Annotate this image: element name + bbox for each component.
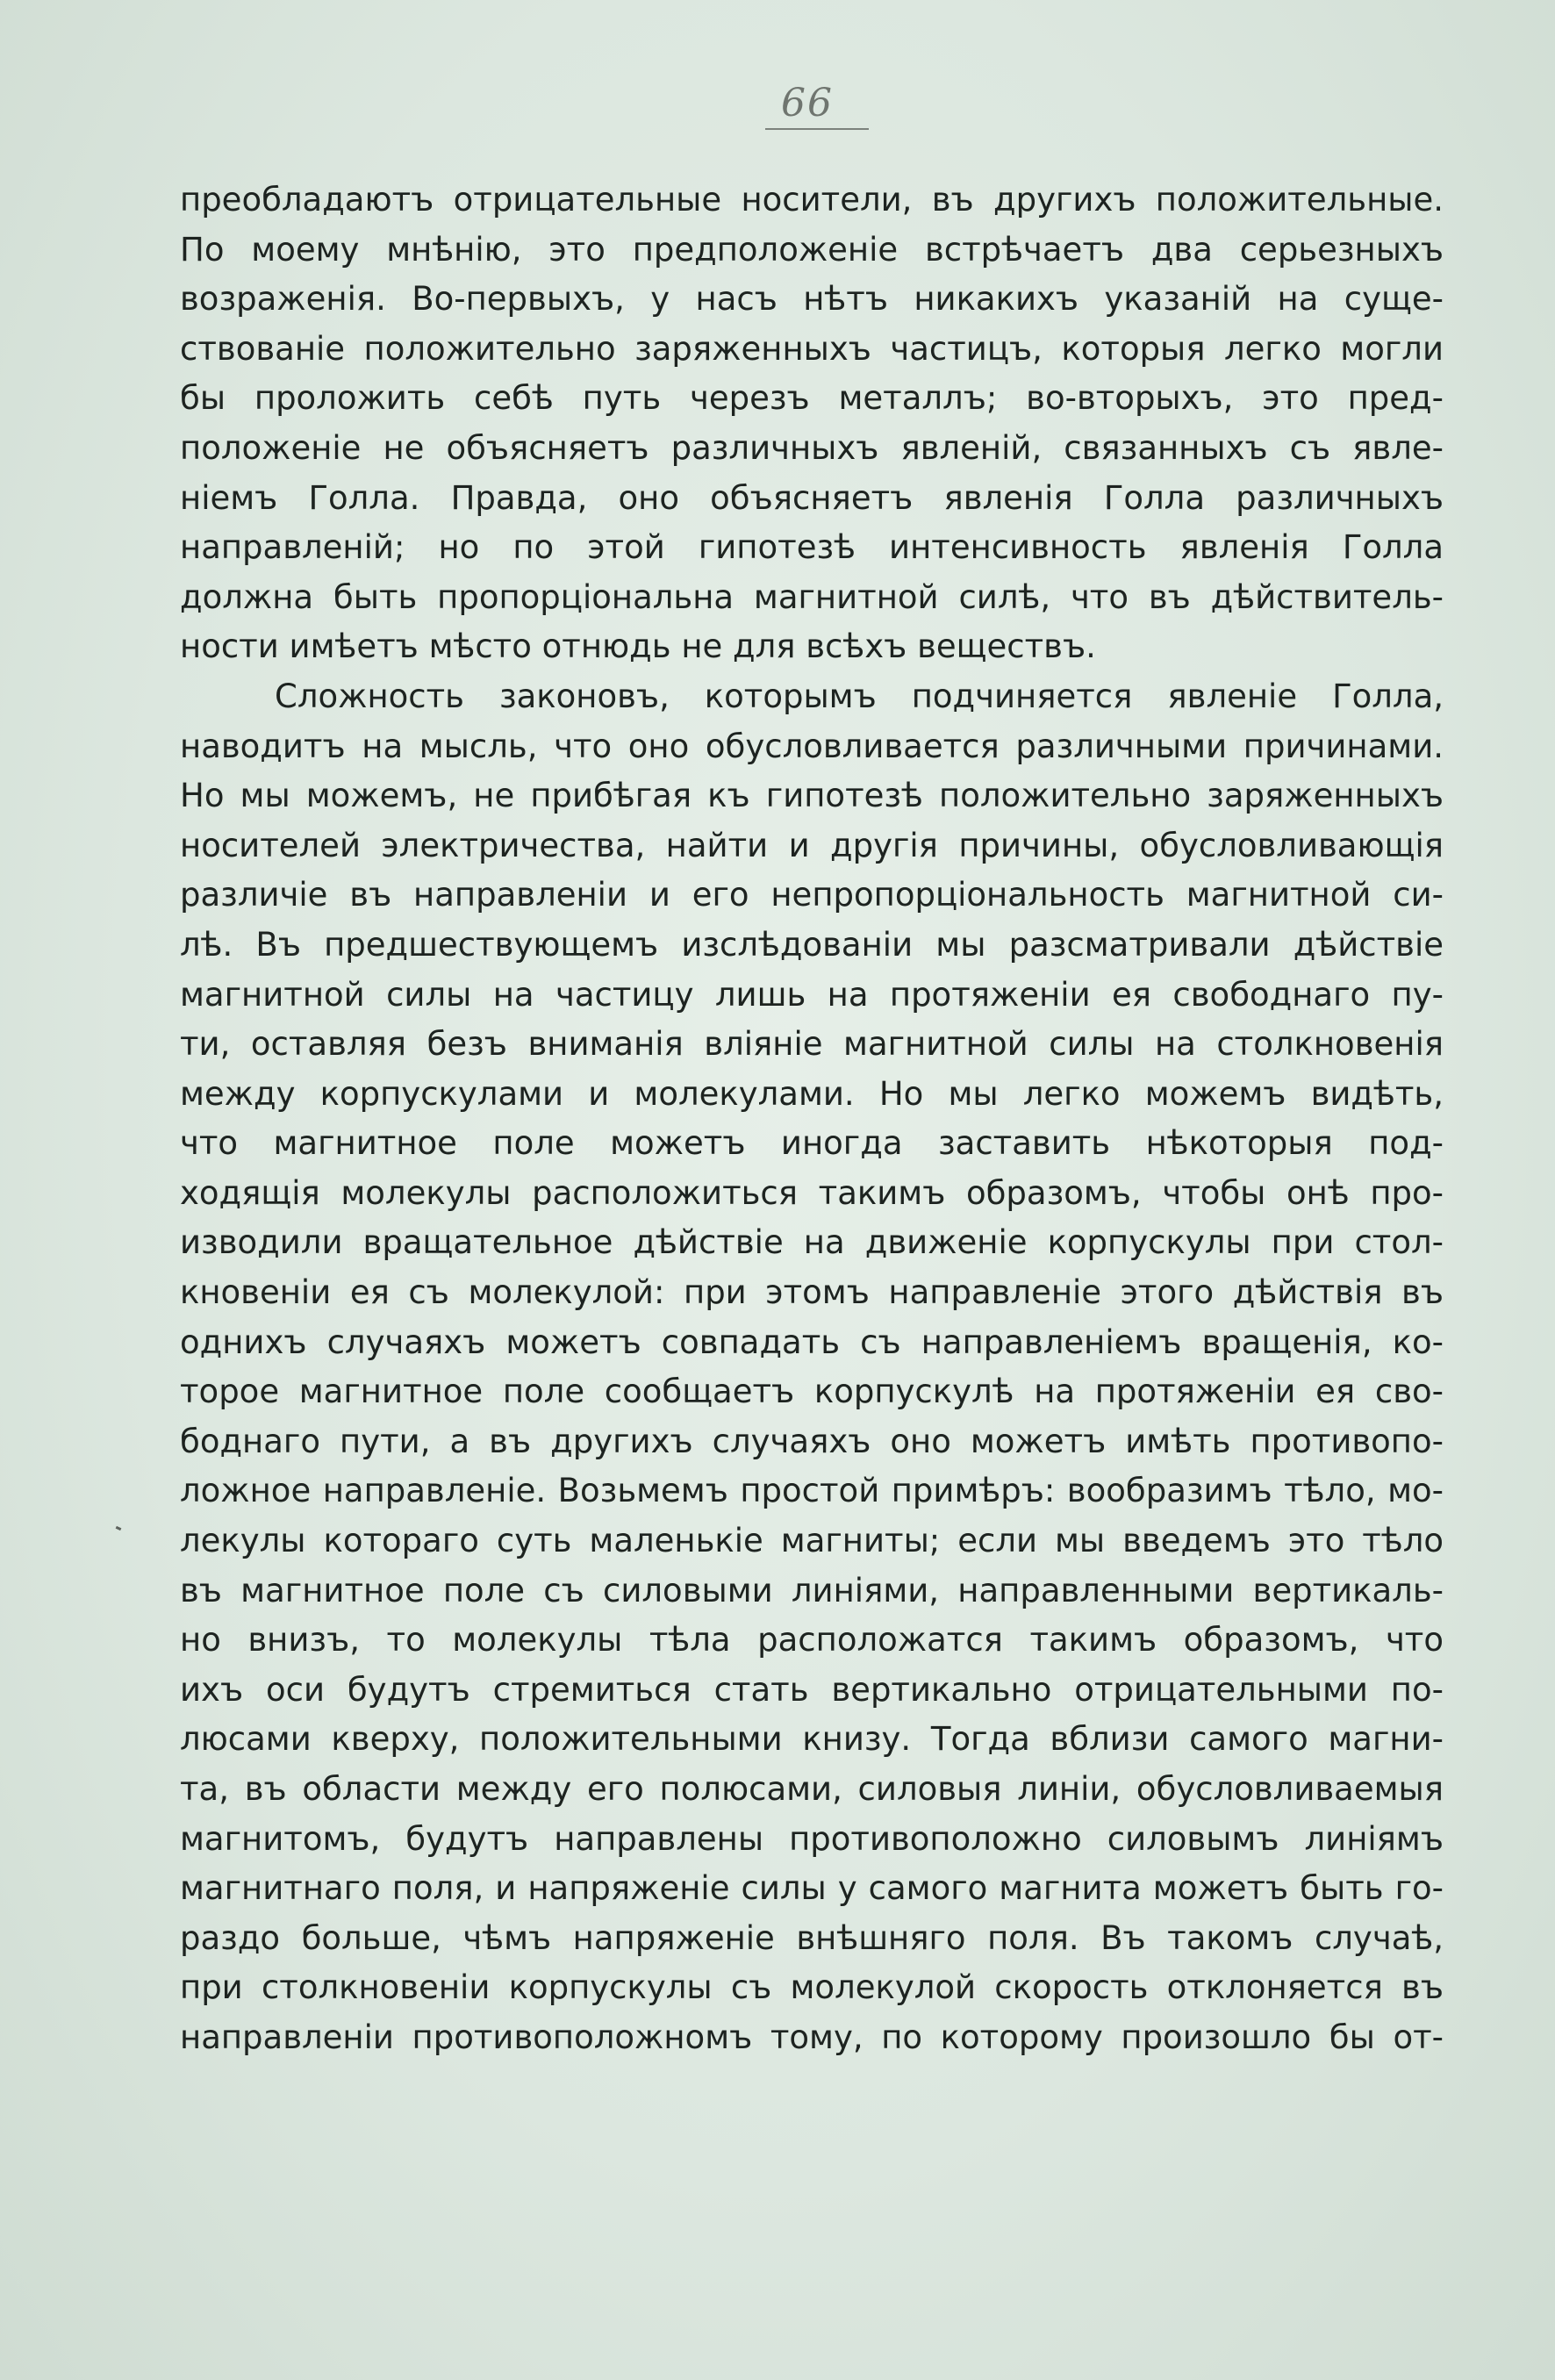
text-line: лѣ. Въ предшествующемъ изслѣдованіи мы разсматривали дѣйствіе (180, 925, 1444, 964)
text-line: люсами кверху, положительными книзу. Тогда вблизи самого магни- (180, 1720, 1444, 1759)
text-line: По моему мнѣнію, это предположеніе встрѣчаетъ два серьезныхъ (180, 230, 1444, 269)
text-line: изводили вращательное дѣйствіе на движеніе корпускулы при стол- (180, 1223, 1444, 1262)
text-line: преобладаютъ отрицательные носители, въ другихъ положительные. (180, 181, 1444, 219)
text-line: но внизъ, то молекулы тѣла расположатся такимъ образомъ, что (180, 1621, 1444, 1660)
text-line: Сложность законовъ, которымъ подчиняется явленіе Голла, (275, 677, 1444, 715)
text-line: наводитъ на мысль, что оно обусловливается различными причинами. (180, 727, 1444, 765)
text-line: въ магнитное поле съ силовыми линіями, направленными вертикаль- (180, 1571, 1444, 1609)
text-line: положеніе не объясняетъ различныхъ явленій, связанныхъ съ явле- (180, 428, 1444, 467)
page-number-rule (765, 128, 869, 130)
text-line: магнитомъ, будутъ направлены противоположно силовымъ линіямъ (180, 1819, 1444, 1858)
text-line: направленій; но по этой гипотезѣ интенсивность явленія Голла (180, 528, 1444, 567)
text-line: что магнитное поле можетъ иногда заставить нѣкоторыя под- (180, 1124, 1444, 1163)
text-line: ніемъ Голла. Правда, оно объясняетъ явленія Голла различныхъ (180, 478, 1444, 517)
text-line: магнитнаго поля, и напряженіе силы у самого магнита можетъ быть го- (180, 1869, 1444, 1908)
margin-mark (116, 1526, 122, 1531)
text-line: ствованіе положительно заряженныхъ частицъ, которыя легко могли (180, 329, 1444, 368)
paragraph-1 (180, 176, 1444, 672)
text-line: кновеніи ея съ молекулой: при этомъ направленіе этого дѣйствія въ (180, 1273, 1444, 1312)
text-line: Но мы можемъ, не прибѣгая къ гипотезѣ положительно заряженныхъ (180, 777, 1444, 815)
text-line: ходящія молекулы расположиться такимъ образомъ, чтобы онѣ про- (180, 1173, 1444, 1212)
text-line: торое магнитное поле сообщаетъ корпускулѣ на протяженіи ея сво- (180, 1373, 1444, 1411)
text-line: ности имѣетъ мѣсто отнюдь не для всѣхъ веществъ. (180, 627, 1096, 666)
text-line: при столкновеніи корпускулы съ молекулой скорость отклоняется въ (180, 1968, 1444, 2007)
text-line: различіе въ направленіи и его непропорціональность магнитной си- (180, 876, 1444, 914)
text-line: носителей электричества, найти и другія причины, обусловливающія (180, 826, 1444, 864)
text-line: ложное направленіе. Возьмемъ простой примѣръ: вообразимъ тѣло, мо- (180, 1472, 1444, 1510)
text-line: должна быть пропорціональна магнитной силѣ, что въ дѣйствитель- (180, 577, 1444, 616)
text-line: боднаго пути, а въ другихъ случаяхъ оно можетъ имѣть противопо- (180, 1422, 1444, 1460)
text-line: ти, оставляя безъ вниманія вліяніе магнитной силы на столкновенія (180, 1025, 1444, 1064)
text-line: та, въ области между его полюсами, силовыя линіи, обусловливаемыя (180, 1770, 1444, 1808)
text-line: ихъ оси будутъ стремиться стать вертикально отрицательными по- (180, 1670, 1444, 1709)
paragraph-2 (180, 672, 1444, 2063)
text-line: лекулы котораго суть маленькіе магниты; если мы введемъ это тѣло (180, 1522, 1444, 1560)
text-line: возраженія. Во-первыхъ, у насъ нѣтъ никакихъ указаній на суще- (180, 280, 1444, 319)
text-line: однихъ случаяхъ можетъ совпадать съ направленіемъ вращенія, ко- (180, 1323, 1444, 1361)
text-line: направленіи противоположномъ тому, по которому произошло бы от- (180, 2018, 1444, 2056)
text-line: магнитной силы на частицу лишь на протяженіи ея свободнаго пу- (180, 975, 1444, 1014)
text-line: раздо больше, чѣмъ напряженіе внѣшняго поля. Въ такомъ случаѣ, (180, 1918, 1444, 1957)
text-line: между корпускулами и молекулами. Но мы легко можемъ видѣть, (180, 1074, 1444, 1113)
page-number: 66 (781, 81, 834, 125)
body-text (180, 176, 1444, 2063)
text-line: бы проложить себѣ путь черезъ металлъ; во-вторыхъ, это пред- (180, 379, 1444, 418)
